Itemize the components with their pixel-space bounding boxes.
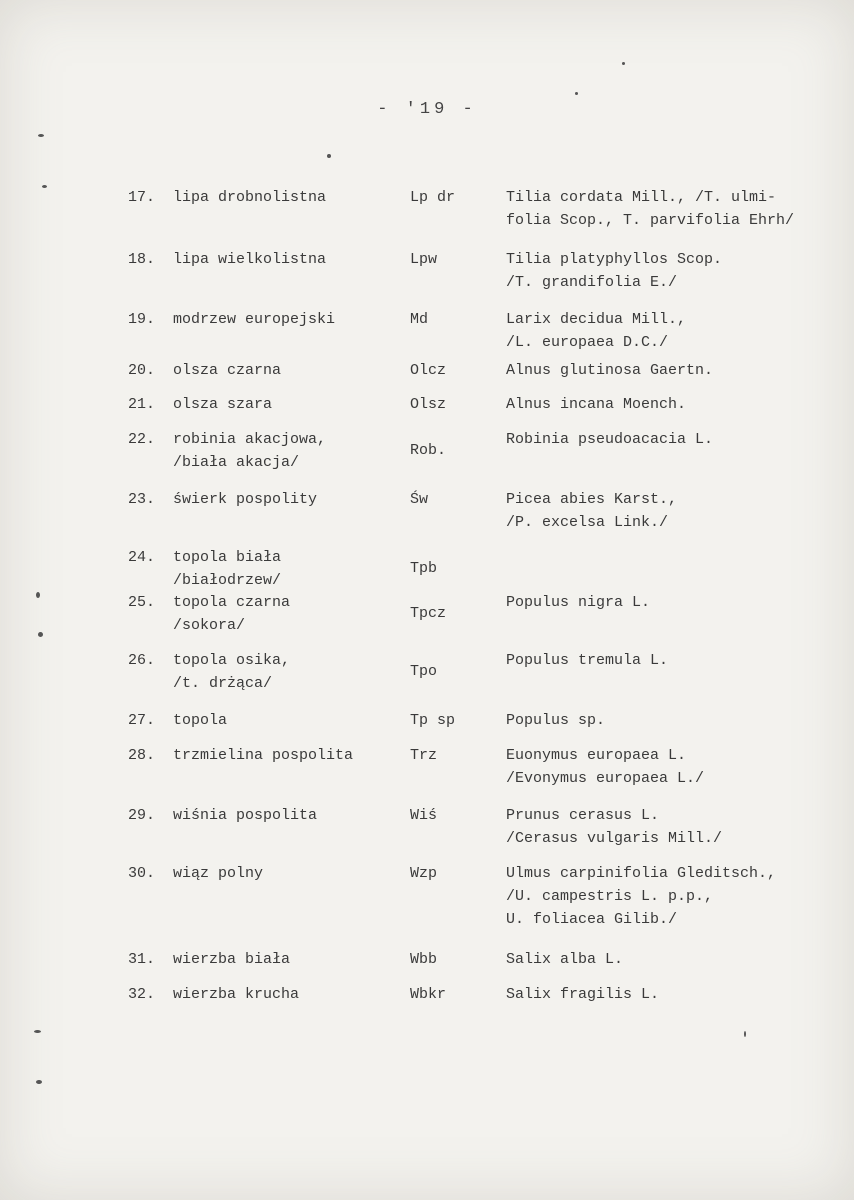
latin-name [506,804,846,850]
abbreviation: Trz [410,747,438,764]
latin-name-line: Picea abies Karst., [506,491,678,508]
latin-name [506,186,846,232]
polish-name-line: świerk pospolity [173,491,318,508]
polish-name [173,248,403,271]
latin-name-line: Robinia pseudoacacia L. [506,431,714,448]
abbreviation: Tpb [410,560,438,577]
polish-name-line: topola czarna [173,594,291,611]
entry-number: 20. [128,362,156,379]
polish-name [173,862,403,885]
latin-name [506,862,846,931]
polish-name [173,744,403,767]
polish-name-line: topola osika, [173,652,291,669]
entry-number: 25. [128,594,156,611]
polish-name-line: /biała akacja/ [173,454,300,471]
polish-name [173,546,403,592]
latin-name [506,359,846,382]
scan-speck [38,632,43,637]
latin-name [506,948,846,971]
latin-name [506,393,846,416]
latin-name-line: Alnus incana Moench. [506,396,687,413]
polish-name [173,308,403,331]
polish-name [173,488,403,511]
polish-name-line: wierzba biała [173,951,291,968]
polish-name-line: trzmielina pospolita [173,747,354,764]
latin-name-line: /T. grandifolia E./ [506,274,678,291]
latin-name-line: /L. europaea D.C./ [506,334,669,351]
polish-name-line: wiąz polny [173,865,264,882]
abbreviation: Rob. [410,442,447,459]
latin-name-line: Prunus cerasus L. [506,807,660,824]
polish-name-line: olsza czarna [173,362,282,379]
polish-name-line: modrzew europejski [173,311,336,328]
abbreviation: Olcz [410,362,447,379]
polish-name [173,804,403,827]
latin-name-line: U. foliacea Gilib./ [506,911,678,928]
entry-number: 32. [128,986,156,1003]
scan-speck [42,185,47,188]
scan-speck [36,1080,42,1084]
entry-number: 30. [128,865,156,882]
latin-name [506,248,846,294]
abbreviation: Wbb [410,951,438,968]
latin-name-line: /P. excelsa Link./ [506,514,669,531]
polish-name-line: /białodrzew/ [173,572,282,589]
latin-name [506,983,846,1006]
latin-name-line: Salix alba L. [506,951,624,968]
polish-name [173,359,403,382]
abbreviation: Wiś [410,807,438,824]
abbreviation: Wzp [410,865,438,882]
entry-number: 23. [128,491,156,508]
entry-number: 26. [128,652,156,669]
latin-name-line: Alnus glutinosa Gaertn. [506,362,714,379]
polish-name-line: lipa wielkolistna [173,251,327,268]
latin-name [506,428,846,451]
entry-number: 29. [128,807,156,824]
latin-name-line: /Cerasus vulgaris Mill./ [506,830,723,847]
latin-name [506,709,846,732]
polish-name-line: olsza szara [173,396,273,413]
polish-name-line: wiśnia pospolita [173,807,318,824]
latin-name [506,488,846,534]
polish-name-line: /sokora/ [173,617,246,634]
latin-name [506,649,846,672]
entry-number: 31. [128,951,156,968]
latin-name-line: Tilia cordata Mill., /T. ulmi- [506,189,777,206]
scan-speck [622,62,625,65]
abbreviation: Lpw [410,251,438,268]
latin-name [506,308,846,354]
entry-number: 19. [128,311,156,328]
polish-name [173,983,403,1006]
polish-name [173,393,403,416]
polish-name-line: robinia akacjowa, [173,431,327,448]
entry-number: 24. [128,549,156,566]
scan-speck [327,154,331,158]
latin-name-line: Salix fragilis L. [506,986,660,1003]
polish-name-line: lipa drobnolistna [173,189,327,206]
latin-name [506,744,846,790]
latin-name-line: Tilia platyphyllos Scop. [506,251,723,268]
latin-name-line: Larix decidua Mill., [506,311,687,328]
polish-name [173,186,403,209]
abbreviation: Lp dr [410,189,456,206]
entry-number: 18. [128,251,156,268]
polish-name [173,591,403,637]
entry-number: 22. [128,431,156,448]
latin-name [506,591,846,614]
latin-name-line: folia Scop., T. parvifolia Ehrh/ [506,212,795,229]
scan-speck [575,92,578,95]
latin-name-line: Ulmus carpinifolia Gleditsch., [506,865,777,882]
polish-name [173,948,403,971]
abbreviation: Św [410,491,429,508]
entry-number: 28. [128,747,156,764]
abbreviation: Tpcz [410,605,447,622]
polish-name [173,649,403,695]
entry-number: 27. [128,712,156,729]
page-number: - '19 - [377,100,477,119]
polish-name-line: topola biała [173,549,282,566]
abbreviation: Wbkr [410,986,447,1003]
latin-name-line: /U. campestris L. p.p., [506,888,714,905]
polish-name-line: topola [173,712,228,729]
abbreviation: Md [410,311,429,328]
polish-name [173,428,403,474]
abbreviation: Olsz [410,396,447,413]
latin-name-line: /Evonymus europaea L./ [506,770,705,787]
entry-number: 21. [128,396,156,413]
latin-name-line: Populus sp. [506,712,606,729]
abbreviation: Tpo [410,663,438,680]
latin-name-line: Populus nigra L. [506,594,651,611]
polish-name-line: wierzba krucha [173,986,300,1003]
scan-speck [744,1031,746,1037]
latin-name-line: Populus tremula L. [506,652,669,669]
scan-speck [36,592,40,598]
scan-speck [38,134,44,137]
abbreviation: Tp sp [410,712,456,729]
scan-speck [34,1030,41,1033]
latin-name-line: Euonymus europaea L. [506,747,687,764]
polish-name-line: /t. drżąca/ [173,675,273,692]
polish-name [173,709,403,732]
entry-number: 17. [128,189,156,206]
